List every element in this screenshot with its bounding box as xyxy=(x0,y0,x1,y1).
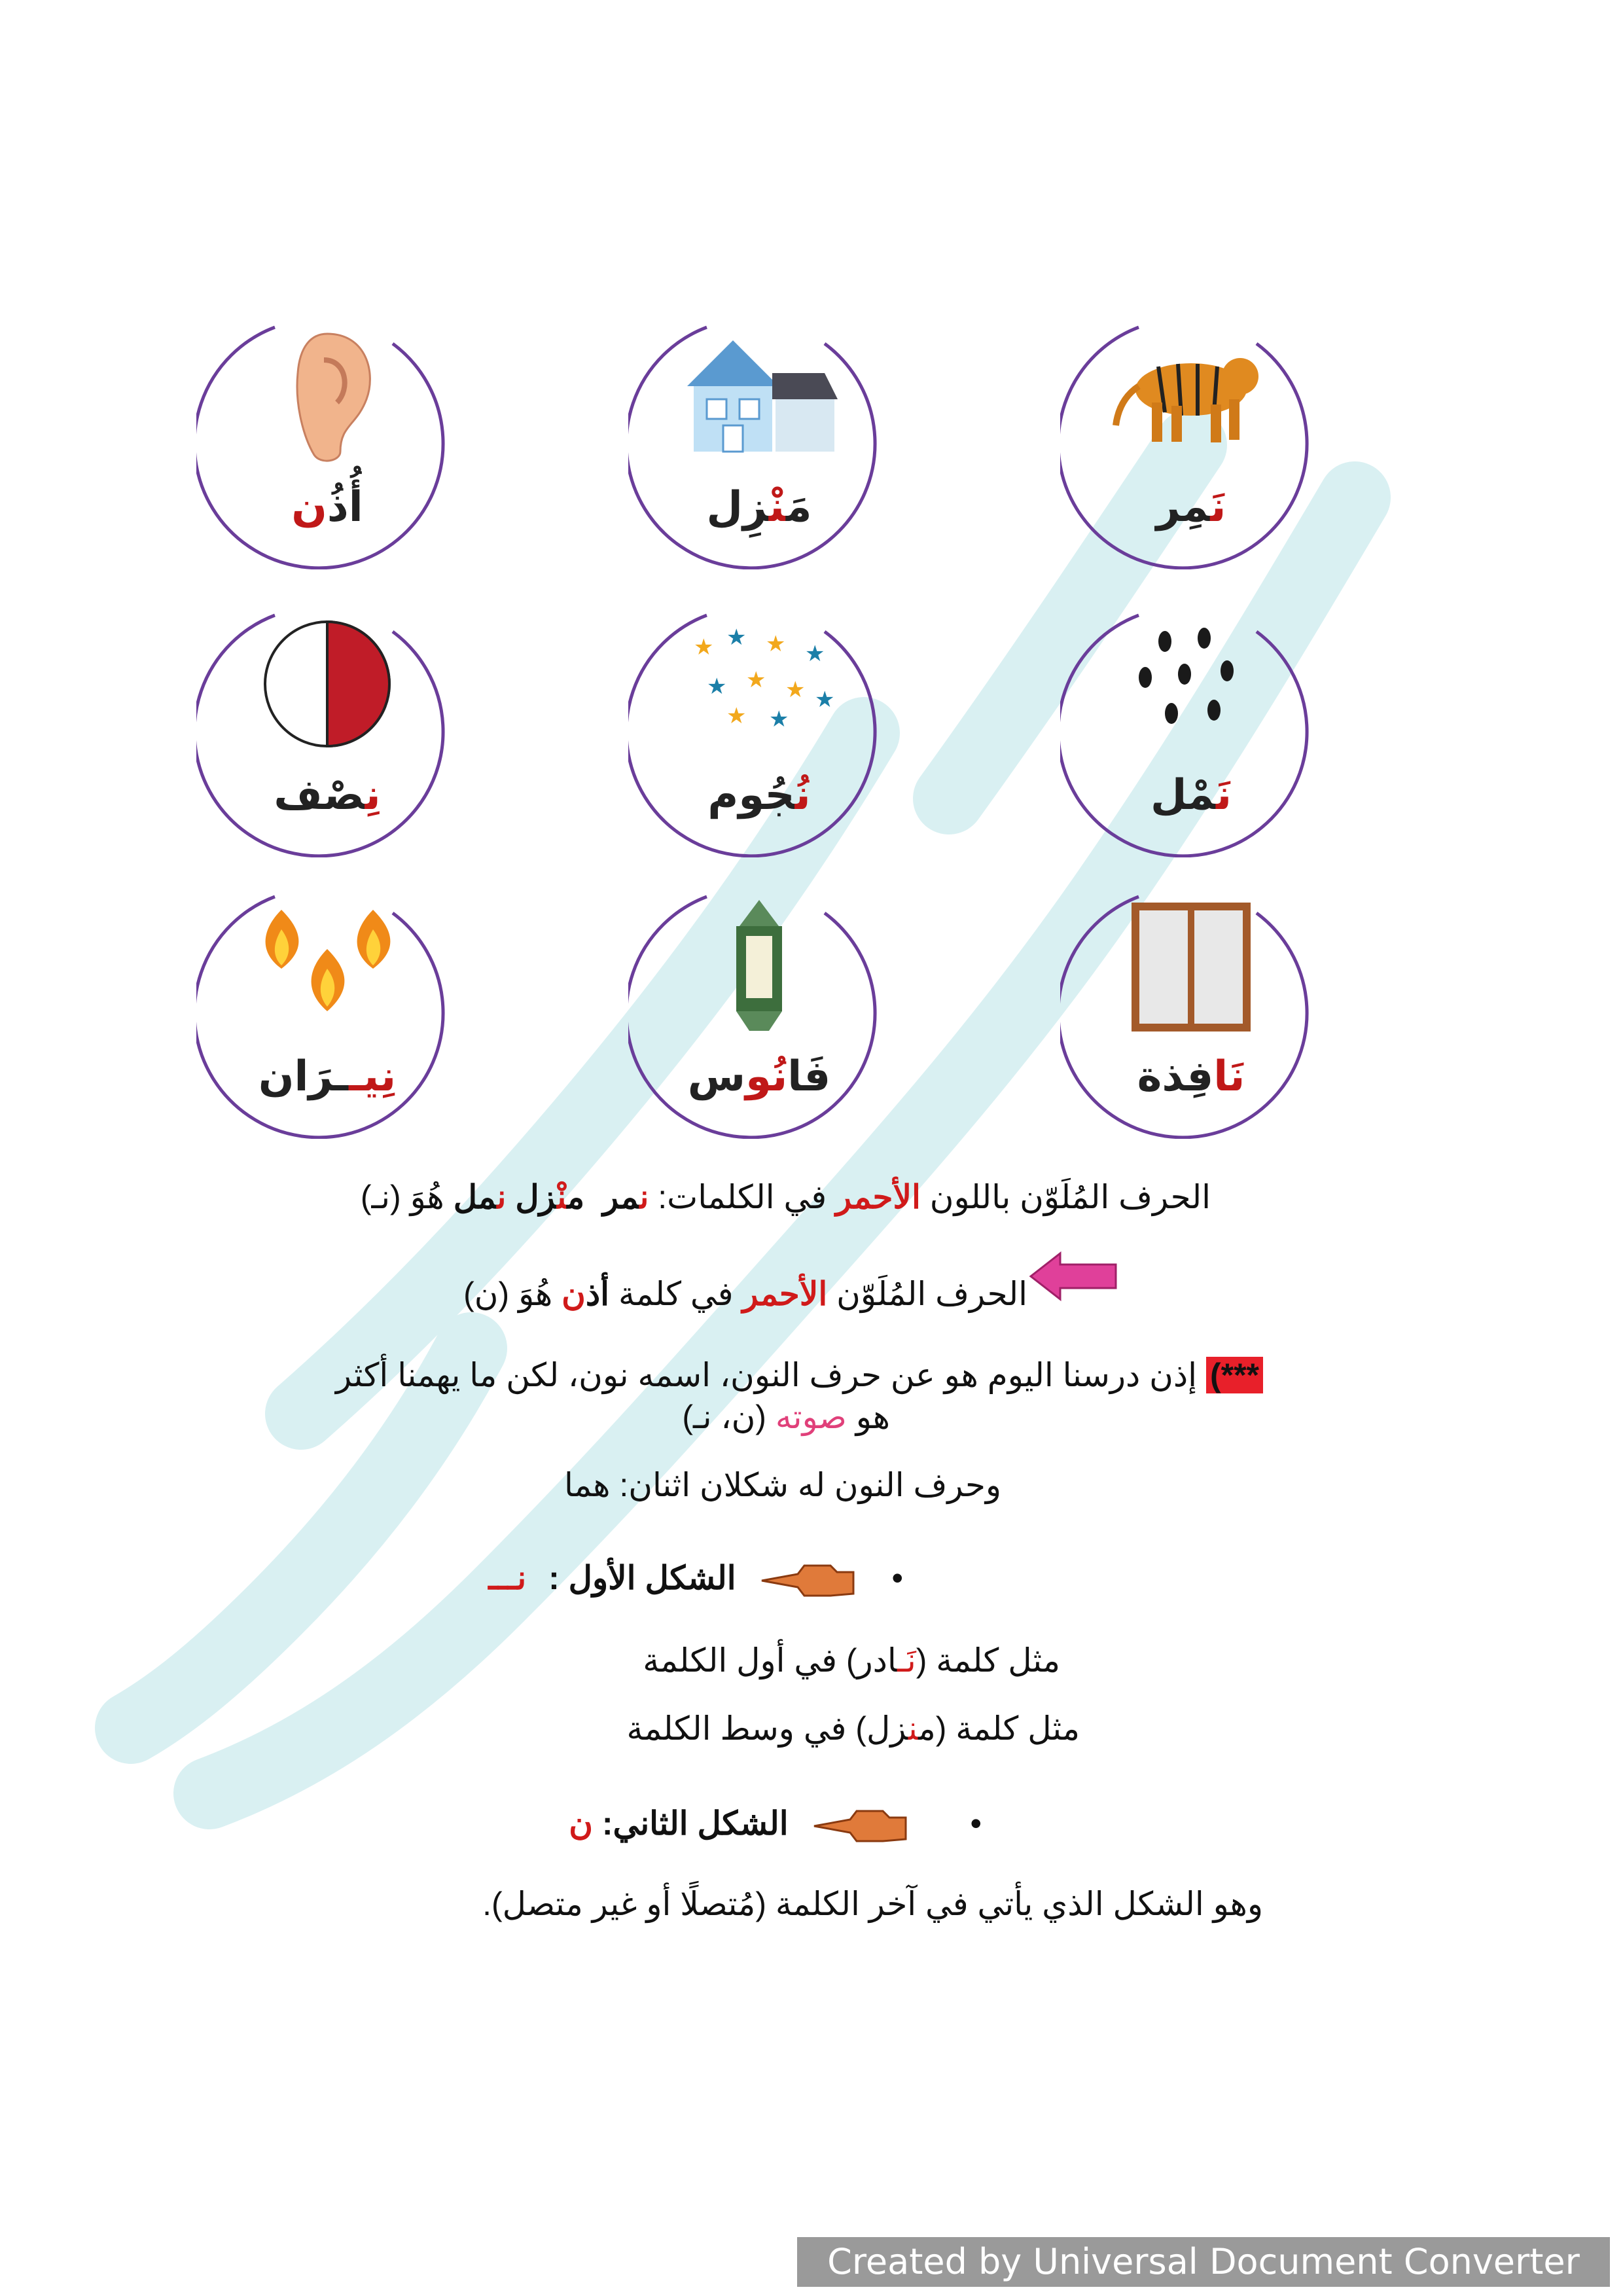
word-label: أُذُن xyxy=(291,483,363,531)
svg-text:★: ★ xyxy=(726,624,747,651)
word-label: نَمِر xyxy=(1156,483,1226,531)
card-fire xyxy=(196,877,458,1139)
shape-2-heading: • الشكل الثاني: ن xyxy=(569,1803,982,1849)
tiger-icon xyxy=(1106,327,1276,465)
stars-icon xyxy=(674,615,844,753)
sentence-1: الحرف المُلَوّن باللون الأحمر في الكلمات: نمر منْزل نمل هُوَ (نـ) xyxy=(360,1179,1211,1215)
pink-arrow-icon xyxy=(1027,1250,1119,1302)
svg-text:★: ★ xyxy=(707,673,727,700)
svg-text:★: ★ xyxy=(815,687,835,713)
word-label: نِيــرَان xyxy=(258,1052,397,1101)
window-icon xyxy=(1106,897,1276,1034)
word-label: نَمْل xyxy=(1150,771,1232,819)
card-half xyxy=(196,596,458,857)
word-label: مَنْزِل xyxy=(706,483,812,531)
lantern-icon xyxy=(674,897,844,1034)
svg-text:★: ★ xyxy=(694,634,714,660)
sentence-2: الحرف المُلَوّن الأحمر في كلمة أذن هُوَ (ن) xyxy=(463,1276,1027,1312)
stars-marker: ***) xyxy=(1206,1357,1263,1393)
svg-text:★: ★ xyxy=(805,641,825,667)
svg-text:★: ★ xyxy=(785,677,806,703)
card-ear xyxy=(196,308,458,569)
sentence-3: ***) إذن درسنا اليوم هو عن حرف النون، اسمه نون، لكن ما يهمنا أكثر xyxy=(336,1356,1263,1394)
svg-text:★: ★ xyxy=(746,667,766,693)
sentence-4: هو صوته (ن، نـ) xyxy=(682,1399,890,1435)
example-1: مثل كلمة (نَـادر) في أول الكلمة xyxy=(643,1642,1060,1679)
half-circle-icon xyxy=(242,615,412,753)
card-tiger xyxy=(1060,308,1322,569)
sentence-last: وهو الشكل الذي يأتي في آخر الكلمة (مُتصلًا أو غير متصل). xyxy=(482,1886,1263,1922)
converter-footer: Created by Universal Document Converter xyxy=(797,2237,1610,2287)
svg-text:★: ★ xyxy=(726,703,747,729)
shape-1-heading: • الشكل الأول : نـــ xyxy=(488,1558,903,1604)
example-2: مثل كلمة (منزل) في وسط الكلمة xyxy=(626,1710,1080,1747)
ear-icon xyxy=(242,327,412,465)
pointing-hand-icon xyxy=(758,1558,857,1604)
card-house xyxy=(628,308,890,569)
card-window xyxy=(1060,877,1322,1139)
card-stars xyxy=(628,596,890,857)
house-icon xyxy=(674,327,844,465)
word-label: نُجُوم xyxy=(707,771,811,819)
sentence-5: وحرف النون له شكلان اثنان: هما xyxy=(563,1467,1001,1503)
ants-icon xyxy=(1106,615,1276,753)
word-label: فَانُوس xyxy=(687,1052,831,1101)
card-ants xyxy=(1060,596,1322,857)
pointing-hand-icon-2 xyxy=(811,1803,909,1849)
svg-text:★: ★ xyxy=(769,706,789,732)
svg-text:★: ★ xyxy=(766,631,786,657)
fire-icon xyxy=(242,897,412,1034)
word-label: نِصْف xyxy=(274,771,381,819)
word-label: نَافِذة xyxy=(1137,1052,1245,1101)
card-lantern xyxy=(628,877,890,1139)
